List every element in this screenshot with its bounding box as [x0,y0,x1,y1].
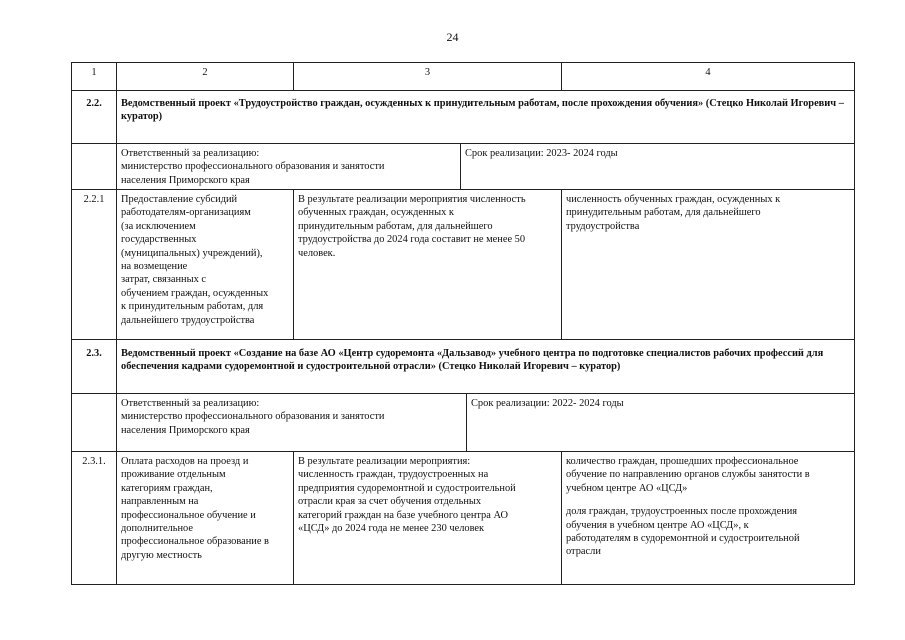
term-text: Срок реализации: 2023- 2024 годы [461,144,855,190]
item-number: 2.3.1. [72,452,117,585]
table-header-row [71,62,855,90]
item-number: 2.2.1 [72,190,117,340]
section-number: 2.2. [72,90,117,144]
item-task: Предоставление субсидий работодателям-организациям (за исключением государственных (муниципальных) учреждений), на возмещение затрат, связанных с обучением граждан, осужденных к принудительным работам, для дальнейшего трудоустройства [117,190,294,340]
item-indicators [562,452,855,585]
item-result: В результате реализации мероприятия: численность граждан, трудоустроенных на предприятия судоремонтной и судостроительной отрасли края за счет обучения отдельных категорий граждан на базе учебного центра АО «ЦСД» до 2024 года не менее 230 человек [294,452,562,585]
responsible-text: Ответственный за реализацию: министерство профессионального образования и занятости населения Приморского края [117,144,461,190]
header-col-4: 4 [562,63,855,91]
empty-cell [72,394,117,452]
item-indicator-2: доля граждан, трудоустроенных после прохождения обучения в учебном центре АО «ЦСД», к работодателям в судоремонтной и судостроительной отрасли [566,506,800,558]
item-indicator: количество граждан, прошедших профессиональное обучение по направлению органов службы занятости в учебном центре АО «ЦСД» [566,456,810,494]
section-2-2-responsible-row [71,144,855,190]
section-2-2-title-row [71,90,855,144]
header-col-1: 1 [72,63,117,91]
header-col-3: 3 [294,63,562,91]
page-number: 24 [446,30,459,44]
empty-cell [72,144,117,190]
section-title: Ведомственный проект «Создание на базе АО «Центр судоремонта «Дальзавод» учебного центра по подготовке специалистов рабочих профессий для обеспечения кадрами судоремонтной и судостроительной отрасли» (Стецко Николай Игоревич – куратор) [117,340,855,394]
item-2-3-1-row [71,452,855,585]
term-text: Срок реализации: 2022- 2024 годы [467,394,855,452]
section-2-3-title-row [71,340,855,394]
item-2-2-1-row [71,190,855,340]
section-title: Ведомственный проект «Трудоустройство граждан, осужденных к принудительным работам, после прохождения обучения» (Стецко Николай Игоревич – куратор) [117,90,855,144]
section-number: 2.3. [72,340,117,394]
item-task: Оплата расходов на проезд и проживание отдельным категориям граждан, направленным на профессиональное обучение и дополнительное профессиональное образование в другую местность [117,452,294,585]
header-col-2: 2 [117,63,294,91]
responsible-text: Ответственный за реализацию: министерство профессионального образования и занятости населения Приморского края [117,394,467,452]
section-2-3-responsible-row [71,394,855,452]
item-result: В результате реализации мероприятия численность обученных граждан, осужденных к принудительным работам, для дальнейшего трудоустройства до 2024 года составит не менее 50 человек. [294,190,562,340]
item-indicator: численность обученных граждан, осужденных к принудительным работам, для дальнейшего трудоустройства [562,190,855,340]
